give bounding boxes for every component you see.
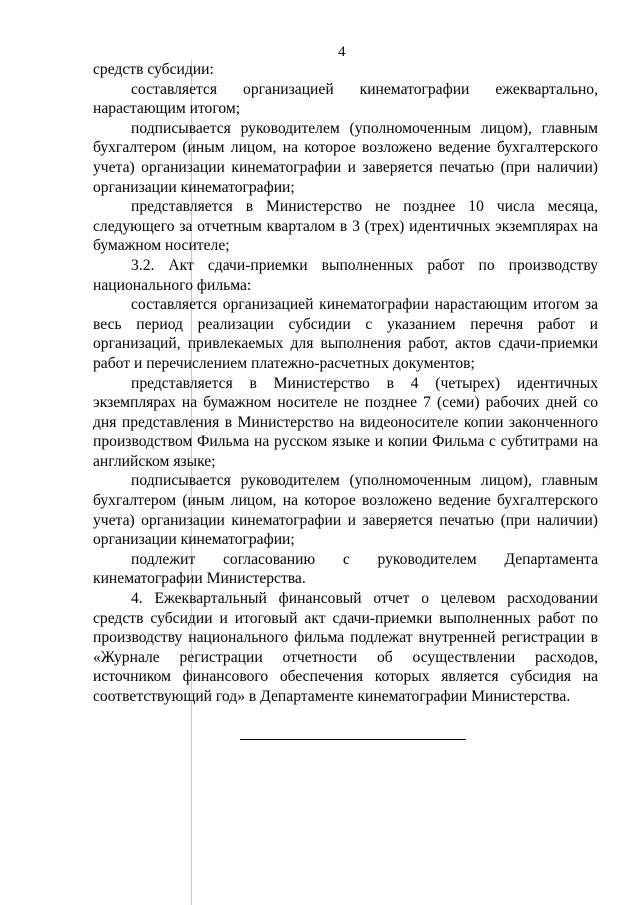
paragraph-act-signed: подписывается руководителем (уполномоченным лицом), главным бухгалтером (иным лицом, на которое возложено ведение бухгалтерского учета) организации кинематографии и заверяется печатью (при наличии) организации кинематографии; xyxy=(93,472,598,549)
paragraph-continuation: средств субсидии: xyxy=(93,61,214,78)
paragraph-report-compiled: составляется организацией кинематографии ежеквартально, нарастающим итогом; xyxy=(93,80,598,118)
paragraph-report-submitted: представляется в Министерство не позднее 10 числа месяца, следующего за отчетным кварталом в 3 (трех) идентичных экземплярах на бумажном носителе; xyxy=(93,198,598,255)
paragraph-report-signed: подписывается руководителем (уполномоченным лицом), главным бухгалтером (иным лицом, на которое возложено ведение бухгалтерского учета) организации кинематографии и заверяется печатью (при наличии) организации кинематографии; xyxy=(93,119,598,196)
footer-divider xyxy=(240,739,466,740)
paragraph-act-submitted: представляется в Министерство в 4 (четырех) идентичных экземплярах на бумажном носителе не позднее 7 (семи) рабочих дней со дня представления в Министерство на видеоносителе копии законченного производством Фильма на русском языке и копии Фильма с субтитрами на английском языке; xyxy=(93,374,598,470)
document-body xyxy=(93,60,598,707)
page-number: 4 xyxy=(338,44,346,60)
paragraph-section-3-2: 3.2. Акт сдачи-приемки выполненных работ по производству национального фильма: xyxy=(93,256,598,294)
paragraph-act-approval: подлежит согласованию с руководителем Департамента кинематографии Министерства. xyxy=(93,550,598,588)
paragraph-section-4: 4. Ежеквартальный финансовый отчет о целевом расходовании средств субсидии и итоговый акт сдачи-приемки выполненных работ по производству национального фильма подлежат внутренней регистрации в «Журнале регистрации отчетности об осуществлении расходов, источником финансового обеспечения которых является субсидия на соответствующий год» в Департаменте кинематографии Министерства. xyxy=(93,590,598,705)
paragraph-act-compiled: составляется организацией кинематографии нарастающим итогом за весь период реализации субсидии с указанием перечня работ и организаций, привлекаемых для выполнения работ, актов сдачи-приемки работ и перечислением платежно-расчетных документов; xyxy=(93,296,598,372)
